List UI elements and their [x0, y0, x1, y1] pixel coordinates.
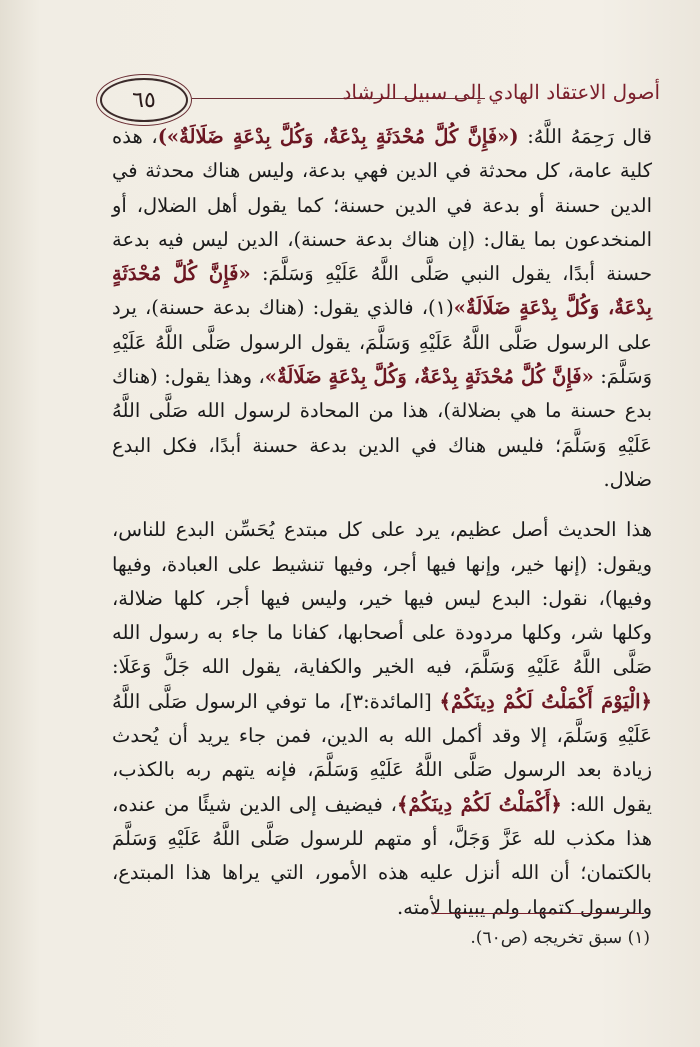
page-number-badge: [100, 78, 188, 122]
quran-verse: ﴿الْيَوْمَ أَكْمَلْتُ لَكُمْ دِينَكُمْ﴾: [439, 689, 652, 713]
footnote-rule: [432, 913, 644, 914]
footnote: (١) سبق تخريجه (ص٦٠).: [470, 928, 650, 948]
text-run: [المائدة:٣]، ما توفي الرسول صَلَّى اللَّهُ عَلَيْهِ وَسَلَّمَ، إلا وقد أكمل الله به الدين، فمن جاء يريد أن يُحدث زيادة بعد الرسول صَلَّى اللَّهُ عَلَيْهِ وَسَلَّمَ، فإنه يتهم ربه بالكذب، يقول الله:: [112, 689, 652, 816]
quran-verse: ﴿أَكْمَلْتُ لَكُمْ دِينَكُمْ﴾: [396, 792, 562, 816]
text-run: قال رَحِمَهُ اللَّهُ:: [518, 125, 653, 148]
text-run: ، هذه كلية عامة، كل محدثة في الدين فهي بدعة، وليس هناك محدثة في الدين حسنة أو بدعة في الدين حسنة؛ كما يقول أهل الضلال، أو المنخدعون بما يقال: (إن هناك بدعة حسنة)، الدين ليس فيه بدعة حسنة أبدًا، يقول النبي صَلَّى اللَّهُ عَلَيْهِ وَسَلَّمَ:: [112, 125, 652, 286]
hadith-quote: «فَإِنَّ كُلَّ مُحْدَثَةٍ بِدْعَةٌ، وَكُلَّ بِدْعَةٍ ضَلَالَةٌ»: [112, 262, 652, 320]
paragraph-1: [112, 120, 652, 497]
text-run: ، وهذا يقول: (هناك بدع حسنة ما هي بضلالة)، هذا من المحادة لرسول الله صَلَّى اللَّهُ عَلَيْهِ وَسَلَّمَ؛ فليس هناك في الدين بدعة حسنة أبدًا، فكل البدع ضلال.: [112, 365, 652, 491]
text-run: ، فيضيف إلى الدين شيئًا من عنده، هذا مكذب لله عَزَّ وَجَلَّ، أو متهم للرسول صَلَّى اللَّهُ عَلَيْهِ وَسَلَّمَ بالكتمان؛ أن الله أنزل عليه هذه الأمور، التي يراها هذا المبتدع، والرسول كتمها، ولم يبينها لأمته.: [112, 792, 652, 919]
hadith-quote: («فَإِنَّ كُلَّ مُحْدَثَةٍ بِدْعَةٌ، وَكُلَّ بِدْعَةٍ ضَلَالَةٌ»): [157, 125, 519, 148]
text-run: (١)، فالذي يقول: (هناك بدعة حسنة)، يرد على الرسول صَلَّى اللَّهُ عَلَيْهِ وَسَلَّمَ، يقول الرسول صَلَّى اللَّهُ عَلَيْهِ وَسَلَّمَ:: [112, 296, 652, 389]
body-text: [112, 120, 652, 925]
paragraph-2: [112, 513, 652, 925]
running-title: أصول الاعتقاد الهادي إلى سبيل الرشاد: [342, 80, 660, 104]
text-run: هذا الحديث أصل عظيم، يرد على كل مبتدع يُحَسِّن البدع للناس، ويقول: (إنها خير، وإنها فيها أجر، وفيها تنشيط على العبادة، وفيها وفيها)، نقول: البدع ليس فيها خير، وليس فيها أجر، كلها ضلالة، وكلها شر، وكلها مردودة على أصحابها، كفانا ما جاء به رسول الله صَلَّى اللَّهُ عَلَيْهِ وَسَلَّمَ، فيه الخير والكفاية، يقول الله جَلَّ وَعَلَا:: [112, 518, 652, 679]
hadith-quote: «فَإِنَّ كُلَّ مُحْدَثَةٍ بِدْعَةٌ، وَكُلَّ بِدْعَةٍ ضَلَالَةٌ»: [264, 365, 594, 389]
page-number: ٦٥: [132, 87, 156, 113]
